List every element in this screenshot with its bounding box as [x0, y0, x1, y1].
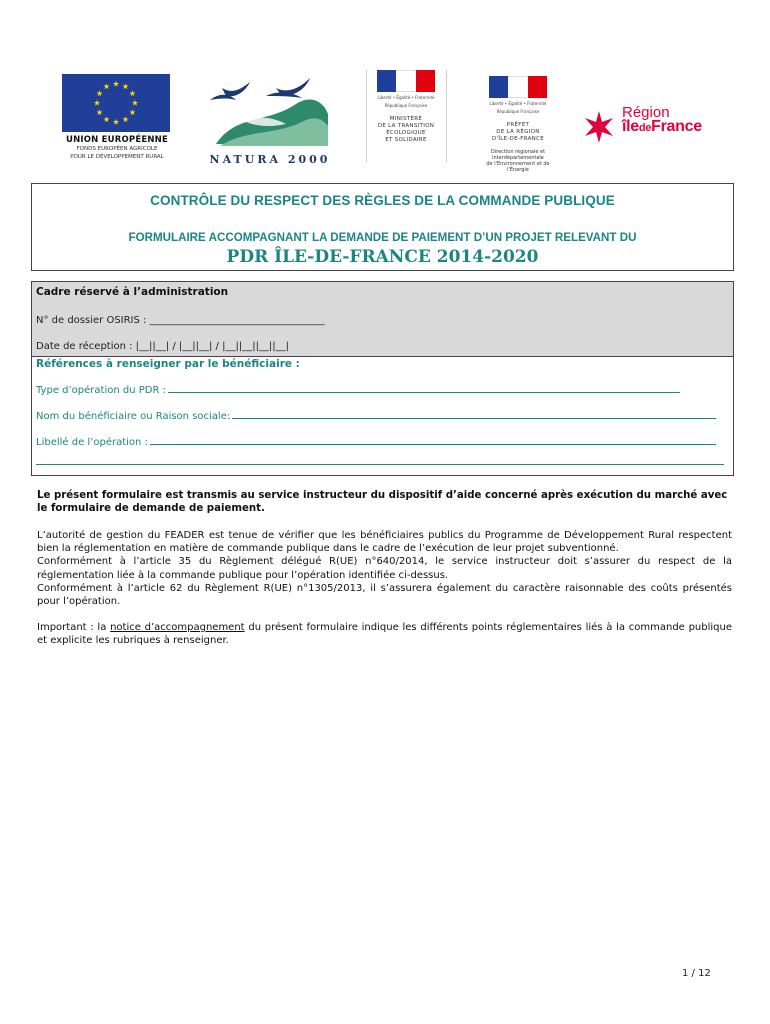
motto-2: République Française: [496, 109, 540, 114]
region-idf-logo: [582, 104, 732, 148]
title-box: [31, 183, 734, 271]
admin-header: Cadre réservé à l’administration: [36, 286, 229, 298]
motto: Liberté • Égalité • Fraternité: [489, 101, 547, 106]
prefet-line-2: DE LA RÉGION: [496, 129, 540, 135]
prefet-foot-1: Direction régionale et interdépartementale: [490, 149, 546, 161]
beneficiary-header: Références à renseigner par le bénéficiaire :: [36, 358, 300, 370]
region-name: [622, 118, 702, 136]
eu-star-icon: [132, 100, 138, 106]
region-name-b: de: [638, 122, 652, 134]
eu-star-icon: [103, 83, 109, 89]
page-number: 1 / 12: [682, 968, 711, 979]
admin-box: [31, 281, 734, 356]
marianne-flag-icon: [377, 70, 435, 92]
ministere-line-4: ET SOLIDAIRE: [385, 137, 427, 143]
eu-star-icon: [97, 90, 103, 96]
page-title: CONTRÔLE DU RESPECT DES RÈGLES DE LA COMMANDE PUBLIQUE: [150, 193, 615, 208]
important-rest: du présent formulaire indique les différents points réglementaires liés à la commande publique et explicite les rubriques à renseigner.: [37, 622, 732, 647]
natura-text: NATURA 2000: [209, 153, 331, 166]
marianne-flag-icon: [489, 76, 547, 98]
prefet-line-3: D'ÎLE-DE-FRANCE: [491, 136, 545, 142]
libelle-operation-row: [36, 436, 716, 448]
region-name-c: France: [651, 118, 702, 135]
region-label: Région: [622, 104, 670, 121]
type-operation-label: Type d’opération du PDR :: [36, 385, 166, 396]
regulation-line-1: L’autorité de gestion du FEADER est tenue de vérifier que les bénéficiaires publics du Programme de Développement Rural respectent bien la réglementation en matière de commande publique dans le cadre de l’exécution de leur projet subventionné.: [37, 530, 732, 555]
divider: [366, 70, 367, 162]
eu-star-icon: [113, 81, 119, 87]
motto-2: République Française: [384, 103, 428, 108]
logos-row: [0, 68, 770, 173]
eu-star-icon: [122, 83, 128, 89]
ministere-logo: [370, 70, 442, 144]
ministere-line-1: MINISTÈRE: [389, 116, 423, 122]
type-operation-row: [36, 384, 680, 396]
eu-star-icon: [97, 109, 103, 115]
libelle-operation-field-2[interactable]: [36, 456, 724, 465]
libelle-operation-field[interactable]: [150, 436, 716, 445]
eu-star-icon: [122, 116, 128, 122]
eu-star-icon: [129, 109, 135, 115]
eu-star-icon: [94, 100, 100, 106]
nom-beneficiaire-row: [36, 410, 716, 422]
regulation-line-2: Conformément à l’article 35 du Règlement délégué R(UE) n°640/2014, le service instructeur doit s’assurer du respect de la réglementation liée à la commande publique pour l’opération identifiée ci-dessus.: [37, 556, 732, 581]
ministere-line-2: DE LA TRANSITION: [377, 123, 435, 129]
eu-star-icon: [129, 90, 135, 96]
eu-subtitle-1: FONDS EUROPÉEN AGRICOLE: [76, 146, 158, 152]
transmission-notice: Le présent formulaire est transmis au service instructeur du dispositif d’aide concerné après exécution du marché avec le formulaire de demande de paiement.: [37, 490, 728, 515]
eu-flag-icon: [62, 74, 170, 132]
natura-emblem-icon: [206, 74, 334, 150]
important-intro: Important : la: [37, 622, 107, 633]
regulation-paragraph: [37, 529, 732, 608]
divider: [446, 70, 447, 162]
eu-logo: [62, 74, 172, 161]
eu-title: UNION EUROPÉENNE: [65, 135, 169, 145]
libelle-operation-label: Libellé de l’opération :: [36, 437, 148, 448]
reception-date-field[interactable]: Date de réception : |__||__| / |__||__| / |__||__||__||__|: [36, 341, 290, 352]
eu-star-icon: [103, 116, 109, 122]
motto: Liberté • Égalité • Fraternité: [377, 95, 435, 100]
libelle-operation-row-2: [36, 456, 724, 465]
natura-2000-logo: [206, 74, 334, 166]
ministere-line-3: ÉCOLOGIQUE: [386, 130, 426, 136]
notice-link[interactable]: notice d’accompagnement: [110, 622, 245, 633]
pdr-title: PDR ÎLE-DE-FRANCE 2014-2020: [226, 247, 539, 267]
region-name-a: île: [622, 118, 639, 135]
nom-beneficiaire-label: Nom du bénéficiaire ou Raison sociale:: [36, 411, 231, 422]
type-operation-field[interactable]: [168, 384, 680, 393]
prefet-logo: [482, 76, 554, 173]
eu-star-icon: [113, 119, 119, 125]
eu-subtitle-2: POUR LE DÉVELOPPEMENT RURAL: [70, 154, 164, 160]
prefet-line-1: PRÉFET: [506, 122, 530, 128]
regulation-line-3: Conformément à l’article 62 du Règlement R(UE) n°1305/2013, il s’assurera également du caractère raisonnable des coûts présentés pour l’opération.: [37, 582, 732, 608]
star-icon: [582, 110, 616, 144]
beneficiary-box: [31, 356, 734, 476]
nom-beneficiaire-field[interactable]: [232, 410, 716, 419]
prefet-foot-2: de l'Environnement et de l'Énergie: [486, 161, 550, 173]
page-subtitle: FORMULAIRE ACCOMPAGNANT LA DEMANDE DE PAIEMENT D’UN PROJET RELEVANT DU: [128, 231, 637, 244]
osiris-field[interactable]: N° de dossier OSIRIS : ___________________________________: [36, 315, 325, 326]
important-paragraph: [37, 621, 732, 647]
